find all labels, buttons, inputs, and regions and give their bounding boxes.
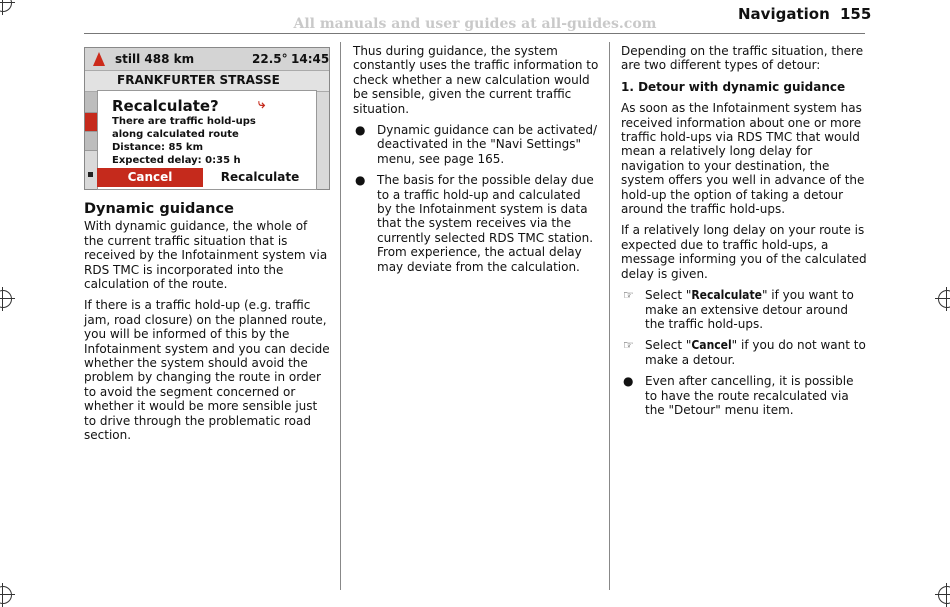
paragraph: Depending on the traffic situation, there are two different types of detour: [621, 44, 864, 73]
section-title: Navigation [738, 5, 830, 23]
bullet-icon: ● [355, 123, 366, 138]
temperature: 22.5° [252, 52, 288, 66]
side-tab [85, 132, 97, 151]
instruction-text [645, 288, 854, 331]
dialog-title: Recalculate? [112, 97, 219, 115]
column-1 [84, 202, 330, 450]
bullet-icon: ● [623, 374, 634, 389]
registration-mark-icon [0, 290, 12, 308]
column-divider [609, 42, 610, 590]
list-item-text: The basis for the possible delay due to a traffic hold-up and calculated by the Infotainment system is data that the system receives via the currently selected RDS TMC station. From experience, the actual delay may deviate from the calculation. [377, 173, 594, 274]
text: " if you do not want to make a detour. [645, 338, 866, 367]
street-bar [85, 70, 329, 92]
bullet-icon: ● [355, 173, 366, 188]
side-tab-active [85, 113, 97, 132]
paragraph: With dynamic guidance, the whole of the current traffic situation that is received by the Infotainment system via RDS TMC is incorporated into the calculation of the route. [84, 219, 328, 292]
dialog-line: Expected delay: 0:35 h [112, 155, 241, 166]
paragraph: If there is a traffic hold-up (e.g. traffic jam, road closure) on the planned route, you will be informed of this by the Infotainment system and you can decide whether the system should avoid the problem by changing the route in order to avoid the segment concerned or whether it would be more sensible just to drive through the problematic road section. [84, 298, 330, 443]
column-divider [340, 42, 341, 590]
pointing-hand-icon: ☞ [623, 338, 634, 353]
keyword: Recalculate [691, 288, 762, 303]
instruction-list [621, 288, 867, 417]
side-tab [85, 92, 97, 113]
detour-icon: ⤷ [258, 97, 266, 112]
pointing-hand-icon: ☞ [623, 288, 634, 303]
column-2 [353, 44, 599, 281]
list-item [621, 374, 867, 417]
text: Select " [645, 338, 692, 353]
paragraph: Thus during guidance, the system constantly uses the traffic information to check whether a new calculation would be sensible, given the current traffic situation. [353, 44, 599, 116]
dialog-line: along calculated route [112, 129, 239, 140]
list-item-text: Dynamic guidance can be activated/ deactivated in the "Navi Settings" menu, see page 165. [377, 123, 598, 166]
street-name: FRANKFURTER STRASSE [117, 73, 280, 87]
header-rule [84, 33, 865, 34]
direction-arrow-icon [93, 52, 105, 66]
watermark: All manuals and user guides at all-guides.com [293, 16, 657, 32]
registration-mark-icon [0, 586, 12, 604]
paragraph: If a relatively long delay on your route is expected due to traffic hold-ups, a message informing you of the calculated delay is given. [621, 223, 867, 281]
subheading-detour: 1. Detour with dynamic guidance [621, 79, 846, 94]
registration-mark-icon [938, 586, 950, 604]
dialog-line: Distance: 85 km [112, 142, 203, 153]
list-item [353, 123, 599, 166]
registration-mark-icon [938, 290, 950, 308]
list-item [621, 288, 867, 331]
page-number: 155 [840, 5, 872, 23]
text: Select " [645, 288, 692, 303]
list-item [621, 338, 867, 367]
side-marker [88, 172, 93, 177]
keyword: Cancel [691, 338, 732, 353]
remaining-distance: still 488 km [115, 52, 195, 66]
recalculate-button[interactable]: Recalculate [205, 168, 315, 187]
navigation-screen-figure [84, 47, 330, 190]
heading-dynamic-guidance: Dynamic guidance [84, 201, 234, 217]
instruction-text [645, 338, 866, 366]
dialog-line: There are traffic hold-ups [112, 116, 256, 127]
clock: 14:45 [291, 52, 330, 66]
text: " if you want to make an extensive detour around the traffic hold-ups. [645, 288, 854, 331]
list-item-text: Even after cancelling, it is possible to have the route recalculated via the "Detour" menu item. [645, 374, 854, 417]
paragraph: As soon as the Infotainment system has received information about one or more traffic hold-ups via RDS TMC that would mean a relatively long delay for navigation to your destination, the system offers you well in advance of the hold-up the option of taking a detour around the traffic hold-ups. [621, 101, 865, 217]
status-bar [85, 48, 329, 70]
registration-mark-icon [0, 0, 12, 12]
list-item [353, 173, 599, 274]
cancel-button[interactable]: Cancel [97, 168, 203, 187]
column-3 [621, 44, 867, 424]
bullet-list [353, 123, 599, 274]
